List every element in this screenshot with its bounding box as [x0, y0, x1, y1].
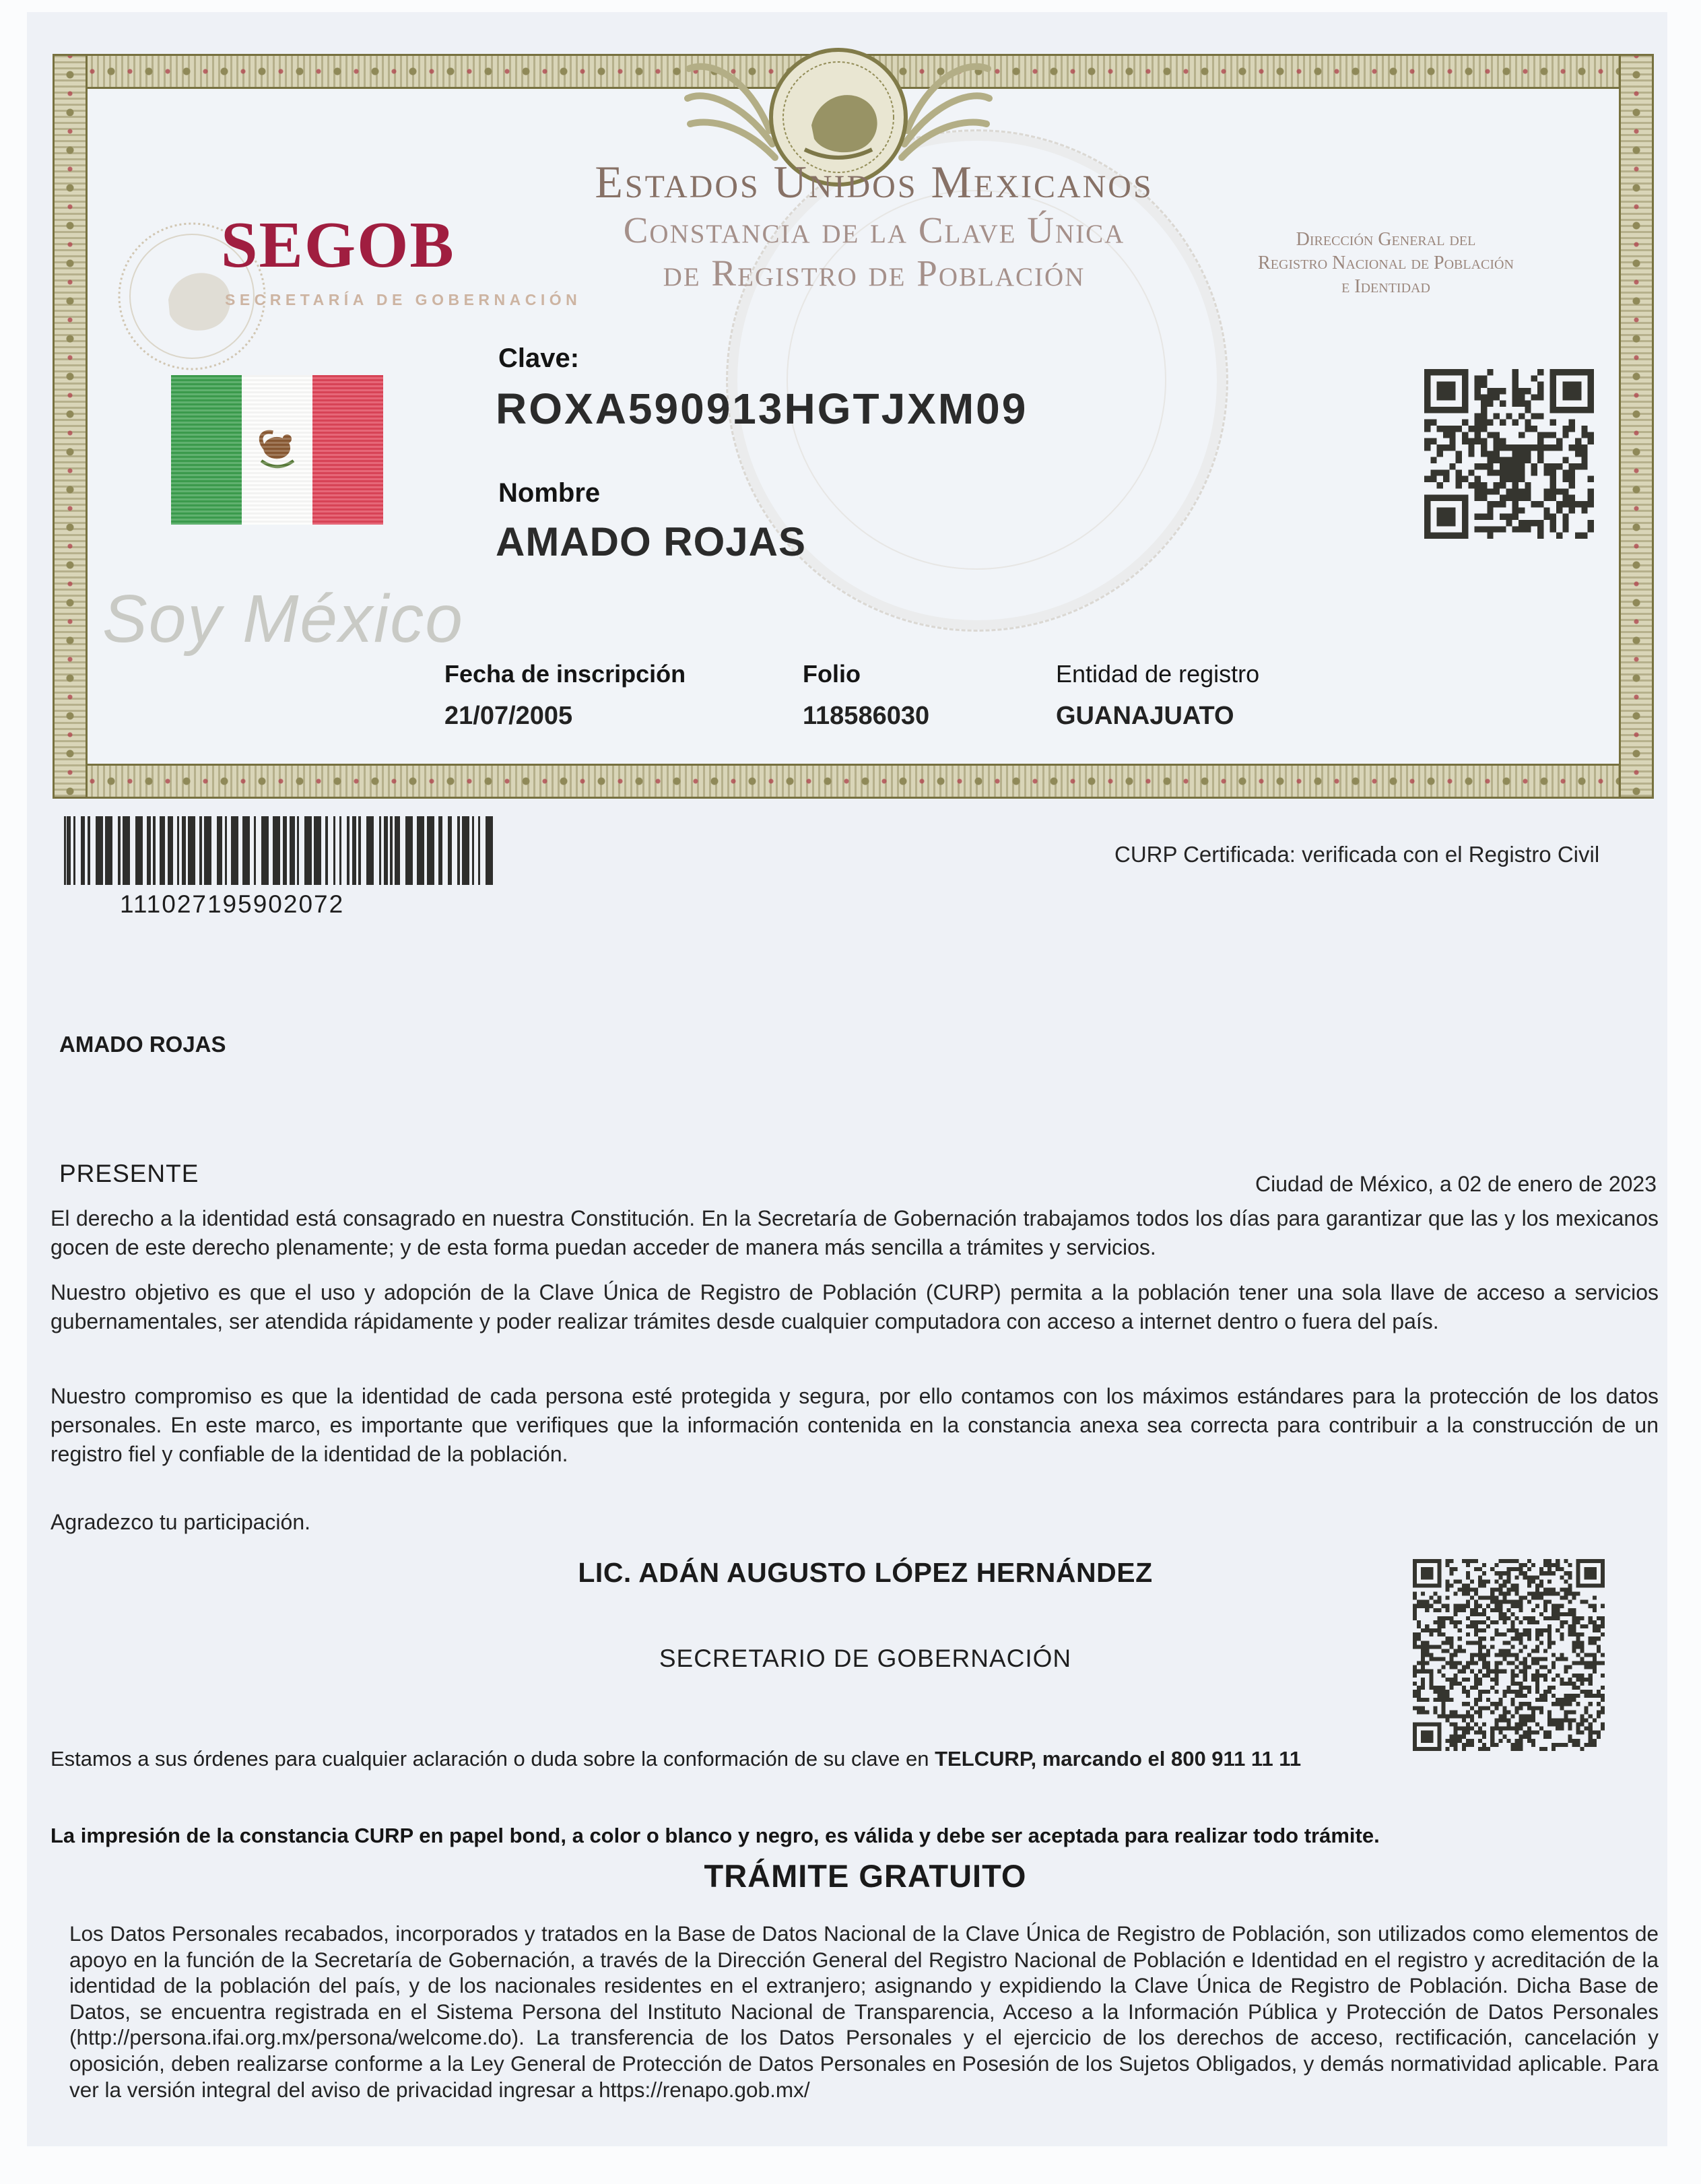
letter-addressee: AMADO ROJAS [59, 1032, 226, 1057]
issuing-direction-block [1170, 228, 1601, 298]
field-value-folio: 118586030 [803, 702, 930, 730]
segob-sublabel: SECRETARÍA DE GOBERNACIÓN [225, 291, 582, 308]
certificate-border-left [53, 54, 88, 799]
qr-code-clave [1424, 369, 1594, 539]
letter-paragraph-2: Nuestro objetivo es que el uso y adopción de la Clave Única de Registro de Población (CURP) permita a la población tener una sola llave de acceso a servicios gubernamentales, ser atendida rápidamente y poder realizar trámites desde cualquier computadora con acceso a internet dentro o fuera del país. [51, 1280, 1659, 1333]
mexican-flag [171, 375, 383, 525]
signatory-name: LIC. ADÁN AUGUSTO LÓPEZ HERNÁNDEZ [578, 1557, 1153, 1588]
certificate-border-bottom [53, 764, 1654, 799]
signatory-title: SECRETARIO DE GOBERNACIÓN [659, 1645, 1072, 1672]
field-label-folio: Folio [803, 660, 861, 688]
document-subtitle-line2: de Registro de Población [663, 253, 1086, 294]
direction-line1: Dirección General del [1296, 229, 1476, 250]
segob-logo: SEGOB [221, 209, 455, 282]
curp-certified-note: CURP Certificada: verificada con el Registro Civil [1114, 842, 1600, 867]
field-label-fecha: Fecha de inscripción [444, 660, 686, 688]
qr-code-validation [1413, 1559, 1605, 1751]
soy-mexico-watermark: Soy México [102, 581, 464, 657]
document-title: Estados Unidos Mexicanos [595, 156, 1154, 207]
nombre-label: Nombre [498, 478, 601, 508]
clave-label: Clave: [498, 343, 580, 373]
letter-paragraph-1: El derecho a la identidad está consagrado en nuestra Constitución. En la Secretaría de Gobernación trabajamos todos los días para garantizar que las y los mexicanos gocen de este derecho plenamente; y de esta forma puedan acceder de manera más sencilla a trámites y servicios. [51, 1206, 1659, 1259]
letter-salutation: PRESENTE [59, 1160, 199, 1187]
field-value-fecha: 21/07/2005 [444, 702, 573, 730]
nombre-value: AMADO ROJAS [496, 519, 807, 564]
barcode-number: 111027195902072 [120, 890, 345, 918]
field-value-entidad: GUANAJUATO [1056, 702, 1234, 730]
privacy-paragraph: Los Datos Personales recabados, incorporados y tratados en la Base de Datos Nacional de la Clave Única de Registro de Población, son utilizados como elementos de apoyo en la función de la Secretaría de Gobernación, a través de la Dirección General del Registro Nacional de Población e Identidad en el registro y acreditación de la identidad de la población del país, y de los nacionales residentes en el extranjero; asignando y expidiendo la Clave Única de Registro de Población. Dicha Base de Datos, se encuentra registrada en el Sistema Persona del Instituto Nacional de Transparencia, Acceso a la Información Pública y Protección de Datos Personales (http://persona.ifai.org.mx/persona/welcome.do). La transferencia de los Datos Personales y el ejercicio de los derechos de acceso, rectificación, cancelación y oposición, deben realizarse conforme a la Ley General de Protección de Datos Personales en Posesión de los Sujetos Obligados, y demás normatividad aplicable. Para ver la versión integral del aviso de privacidad ingresar a https://renapo.gob.mx/ [69, 1921, 1659, 2102]
barcode [64, 816, 495, 885]
direction-line3: e Identidad [1341, 276, 1430, 297]
contact-prefix: Estamos a sus órdenes para cualquier aclaración o duda sobre la conformación de su clave en [51, 1747, 935, 1771]
contact-line [51, 1747, 1301, 1771]
free-procedure-notice: TRÁMITE GRATUITO [704, 1858, 1027, 1894]
document-subtitle-line1: Constancia de la Clave Única [623, 209, 1125, 251]
print-validity-notice: La impresión de la constancia CURP en papel bond, a color o blanco y negro, es válida y debe ser aceptada para realizar todo trámite. [51, 1824, 1380, 1847]
letter-paragraph-3: Nuestro compromiso es que la identidad de cada persona esté protegida y segura, por ello contamos con los máximos estándares para la protección de los datos personales. En este marco, es importante que verifiques que la información contenida en la constancia anexa sea correcta para contribuir a la construcción de un registro fiel y confiable de la identidad de la población. [51, 1384, 1659, 1466]
letter-dateline: Ciudad de México, a 02 de enero de 2023 [1255, 1172, 1657, 1196]
letter-closing: Agradezco tu participación. [51, 1510, 310, 1534]
certificate-border-right [1619, 54, 1654, 799]
direction-line2: Registro Nacional de Población [1258, 253, 1514, 273]
contact-phone: TELCURP, marcando el 800 911 11 11 [935, 1747, 1302, 1771]
curp-certificate-card [53, 54, 1654, 799]
flag-scanline-texture [171, 375, 383, 525]
curp-clave-value: ROXA590913HGTJXM09 [496, 385, 1028, 433]
field-label-entidad: Entidad de registro [1056, 660, 1260, 688]
